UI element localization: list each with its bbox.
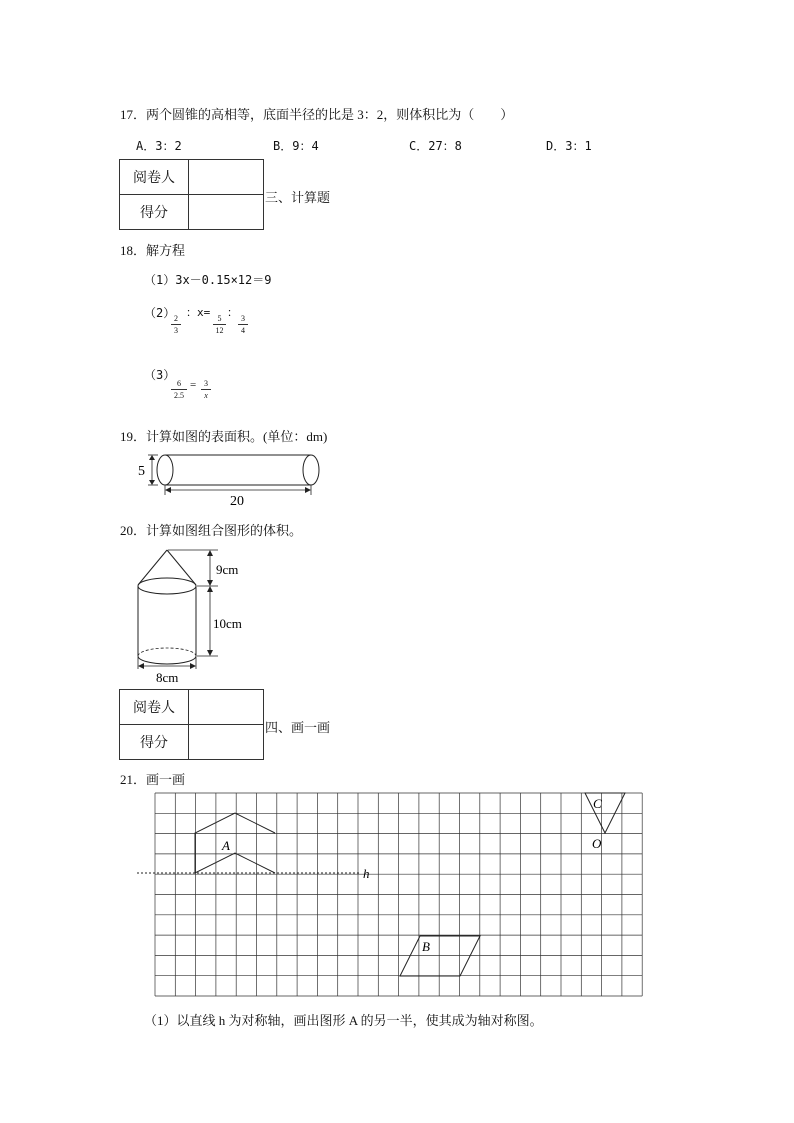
q21-title: 21．画一画	[120, 772, 186, 787]
cone-cylinder-figure	[130, 545, 260, 685]
q18-part2-fraction-3	[238, 313, 248, 336]
section-title-3: 三、计算题	[265, 190, 331, 205]
score-table-score-label: 得分	[120, 195, 189, 230]
cylinder-height-label: 10cm	[213, 616, 242, 631]
fraction-numerator: 3	[204, 379, 208, 388]
q17-option-a: A．3：2	[136, 139, 182, 153]
axis-h-label: h	[363, 866, 370, 881]
point-o-label: O	[592, 836, 602, 851]
q21-sub1: （1）以直线 h 为对称轴，画出图形 A 的另一半，使其成为轴对称图。	[144, 1013, 543, 1028]
q18-part2-colon2: ：	[227, 306, 238, 319]
score-table-1	[119, 159, 264, 230]
q17-option-c: C．27：8	[409, 139, 462, 153]
cone-height-label: 9cm	[216, 562, 239, 577]
fraction-numerator: 2	[174, 314, 178, 323]
q18-part3-equals: =	[190, 379, 197, 391]
cylinder-figure	[130, 448, 330, 510]
fraction-denominator: 4	[238, 324, 248, 336]
q18-part2-label: （2）	[144, 306, 176, 320]
q18-part3-label: （3）	[144, 368, 176, 382]
q19-title: 19．计算如图的表面积。(单位：dm)	[120, 429, 328, 444]
fraction-numerator: 6	[177, 379, 181, 388]
fraction-denominator: 3	[171, 324, 181, 336]
fraction-denominator: 12	[213, 324, 226, 336]
q17-question: 17．两个圆锥的高相等，底面半径的比是 3：2，则体积比为（ ）	[120, 107, 514, 122]
figure-b-label: B	[422, 939, 430, 954]
q20-title: 20．计算如图组合图形的体积。	[120, 523, 303, 538]
figure-c-label: C	[593, 796, 602, 811]
score-table-score-cell	[189, 725, 264, 760]
q18-part2-fraction-1	[171, 313, 181, 336]
q18-part2-fraction-2	[213, 313, 226, 336]
q17-option-d: D．3：1	[546, 139, 592, 153]
score-table-score-label: 得分	[120, 725, 189, 760]
score-table-reviewer-cell	[189, 690, 264, 725]
fraction-denominator: 2.5	[171, 389, 187, 401]
diameter-label: 8cm	[156, 670, 179, 685]
q18-part1: （1）3x－0.15×12＝9	[144, 273, 272, 287]
score-table-reviewer-label: 阅卷人	[120, 690, 189, 725]
fraction-numerator: 5	[217, 314, 222, 323]
q17-option-b: B．9：4	[273, 139, 319, 153]
figure-a-label: A	[222, 838, 230, 853]
score-table-score-cell	[189, 195, 264, 230]
drawing-grid-figure	[130, 788, 660, 1003]
score-table-2	[119, 689, 264, 760]
cylinder-length-label: 20	[230, 494, 244, 509]
score-table-reviewer-cell	[189, 160, 264, 195]
grid-lines	[155, 793, 642, 996]
fraction-numerator: 3	[241, 314, 245, 323]
cylinder-diameter-label: 5	[138, 464, 145, 479]
q18-part3-fraction-left	[171, 378, 187, 401]
score-table-reviewer-label: 阅卷人	[120, 160, 189, 195]
q18-part3-fraction-right	[201, 378, 211, 401]
q18-title: 18．解方程	[120, 243, 186, 258]
fraction-denominator: x	[201, 389, 211, 401]
section-title-4: 四、画一画	[265, 720, 331, 735]
q18-part2-colon1: ：x=	[186, 306, 211, 319]
